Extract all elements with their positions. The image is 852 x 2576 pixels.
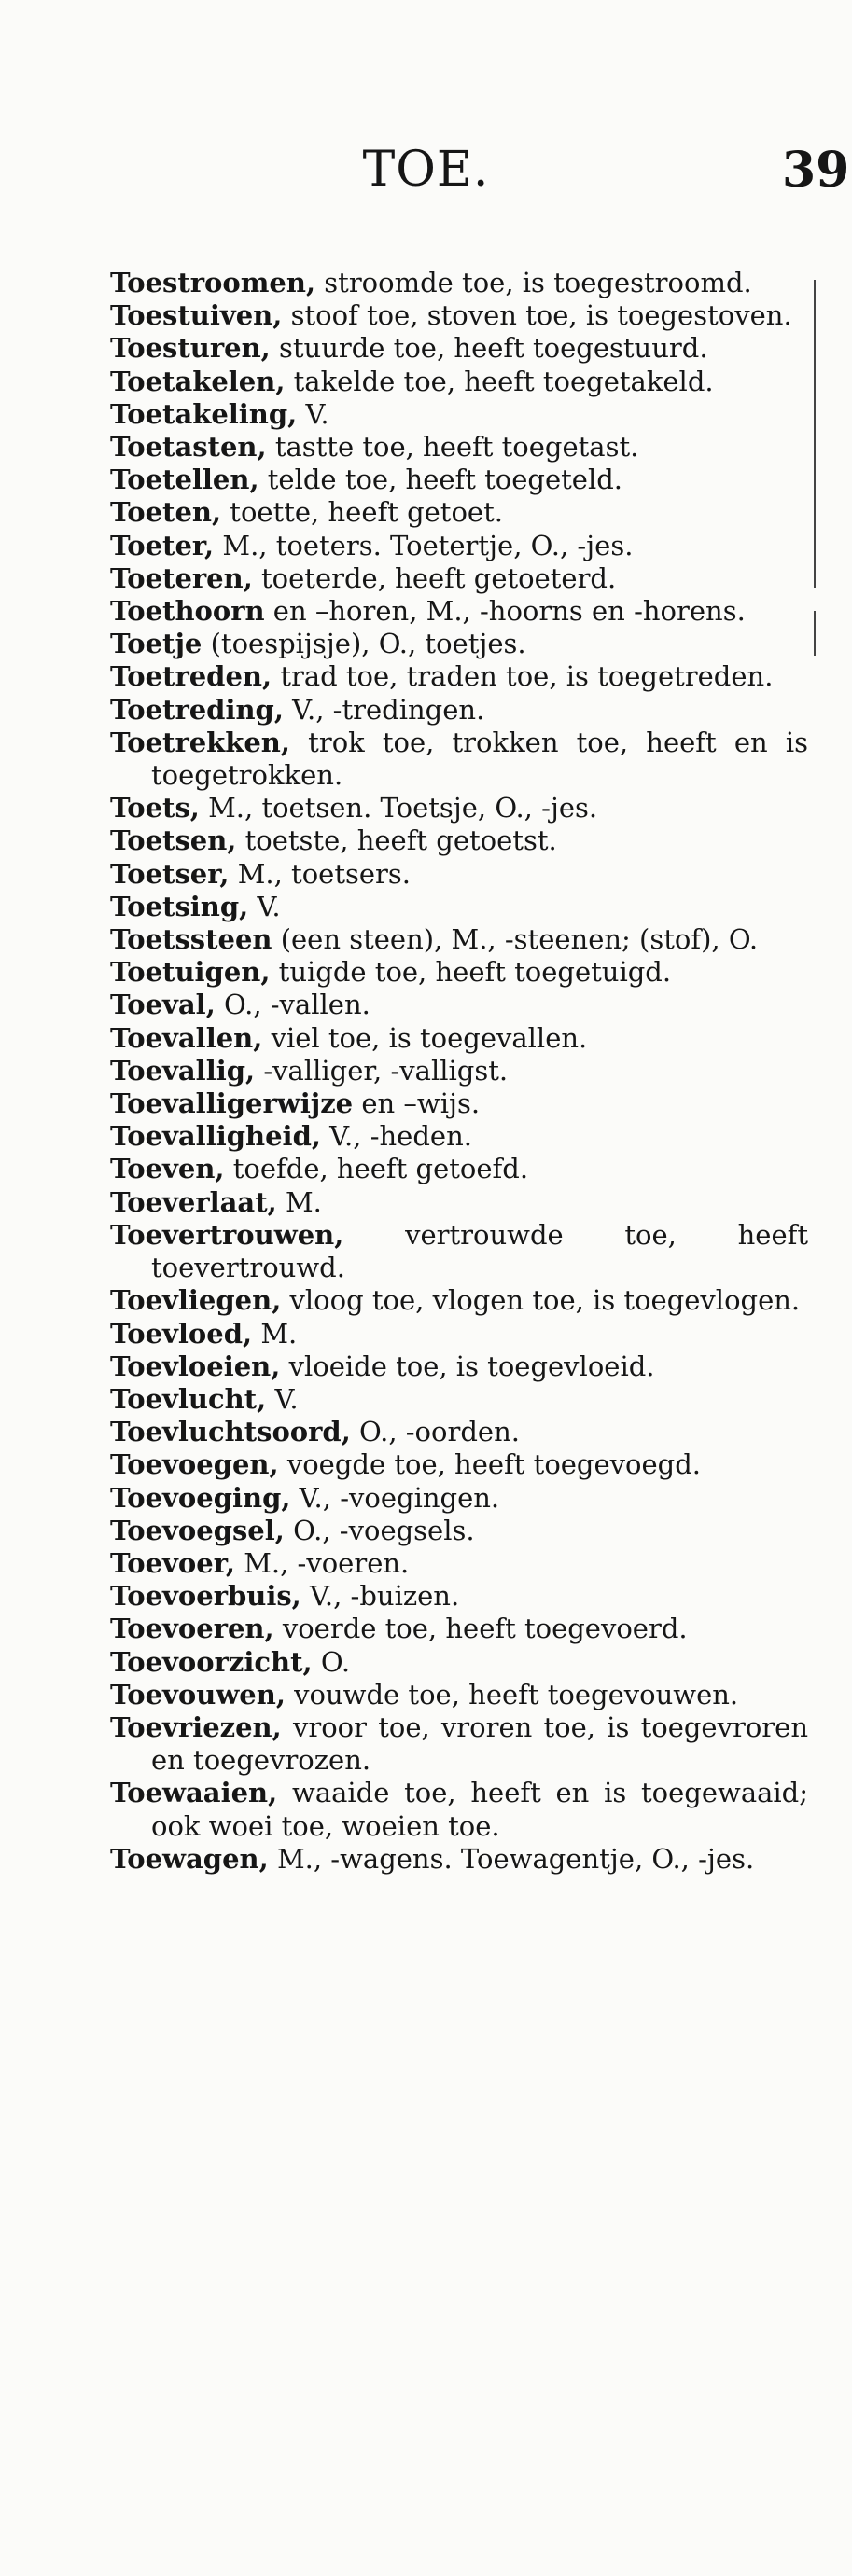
dictionary-entry [110, 891, 808, 923]
dictionary-entry [110, 1547, 808, 1580]
entry-headword: Toesturen, [110, 332, 271, 365]
entry-headword: Toetakelen, [110, 365, 286, 397]
entry-definition: M., toetsen. Toetsje, O., -jes. [208, 792, 598, 824]
entry-definition: M. [260, 1317, 298, 1350]
entry-definition: M., toetsers. [237, 857, 411, 890]
dictionary-entry [110, 1482, 808, 1515]
entry-headword: Toevalligheid, [110, 1120, 321, 1153]
entry-definition: V. [274, 1382, 299, 1415]
dictionary-entry [110, 1350, 808, 1383]
entry-headword: Toetje [110, 628, 203, 660]
entry-headword: Toetrekken, [110, 726, 290, 758]
entry-definition: V., -heden. [329, 1120, 472, 1153]
dictionary-entry [110, 1055, 808, 1087]
entry-headword: Toevoorzicht, [110, 1645, 313, 1678]
entry-definition: tuigde toe, heeft toegetuigd. [278, 956, 672, 989]
entry-headword: Toeval, [110, 989, 216, 1021]
entry-headword: Toevoegen, [110, 1448, 279, 1481]
entry-headword: Toevallig, [110, 1054, 256, 1087]
entry-headword: Toevoerbuis, [110, 1580, 301, 1613]
entry-definition: toefde, heeft getoefd. [232, 1153, 529, 1185]
entry-headword: Toevoer, [110, 1546, 235, 1579]
entry-definition: voerde toe, heeft toegevoerd. [282, 1613, 688, 1645]
dictionary-entry [110, 267, 808, 299]
entry-headword: Toetsen, [110, 824, 237, 857]
entry-definition: vloeide toe, is toegevloeid. [288, 1350, 655, 1382]
entry-headword: Toevertrouwen, [110, 1218, 344, 1251]
entry-headword: Toevlucht, [110, 1382, 267, 1415]
entry-definition: viel toe, is toegevallen. [271, 1021, 588, 1054]
dictionary-entry [110, 530, 808, 562]
dictionary-entry [110, 299, 808, 332]
entry-definition: (toespijsje), O., toetjes. [210, 628, 526, 660]
dictionary-entries [110, 267, 808, 1876]
entry-definition: telde toe, heeft toegeteld. [267, 464, 623, 496]
entry-headword: Toevliegen, [110, 1284, 282, 1317]
entry-definition: takelde toe, heeft toegetakeld. [293, 365, 714, 397]
entry-definition: vloog toe, vlogen toe, is toegevlogen. [289, 1284, 801, 1317]
entry-definition: trad toe, traden toe, is toegetreden. [280, 660, 774, 693]
entry-definition: stoof toe, stoven toe, is toegestoven. [290, 299, 792, 332]
entry-definition: toette, heeft getoet. [230, 496, 503, 529]
entry-definition: -valliger, -valligst. [263, 1054, 509, 1087]
entry-headword: Toethoorn [110, 595, 265, 628]
entry-definition: en –wijs. [361, 1087, 481, 1120]
entry-definition: V., -buizen. [310, 1580, 460, 1613]
dictionary-entry [110, 431, 808, 464]
entry-definition: trok toe, trokken toe, heeft en is toegetrokken. [151, 726, 809, 792]
dictionary-entry [110, 1613, 808, 1645]
entry-definition: vertrouwde toe, heeft toevertrouwd. [151, 1218, 809, 1284]
entry-headword: Toestroomen, [110, 267, 316, 298]
entry-definition: stroomde toe, is toegestroomd. [324, 267, 752, 298]
entry-definition: vouwde toe, heeft toegevouwen. [294, 1678, 739, 1710]
entry-headword: Toevloed, [110, 1317, 253, 1350]
entry-headword: Toevriezen, [110, 1710, 282, 1743]
dictionary-entry [110, 1711, 808, 1777]
entry-headword: Toetser, [110, 857, 230, 890]
entry-definition: toetste, heeft getoetst. [244, 824, 557, 857]
dictionary-entry [110, 1416, 808, 1448]
entry-headword: Toevloeien, [110, 1350, 281, 1382]
dictionary-entry [110, 727, 808, 792]
dictionary-entry [110, 792, 808, 824]
entry-headword: Toevallen, [110, 1021, 263, 1054]
entry-definition: O., -voegsels. [293, 1514, 475, 1546]
entry-definition: O. [320, 1645, 351, 1678]
dictionary-entry [110, 562, 808, 595]
entry-headword: Toevouwen, [110, 1678, 286, 1710]
entry-definition: toeterde, heeft getoeterd. [261, 561, 617, 594]
entry-definition: M., toeters. Toetertje, O., -jes. [222, 529, 634, 561]
entry-headword: Toetuigen, [110, 956, 271, 989]
dictionary-entry [110, 332, 808, 365]
entry-headword: Toevluchtsoord, [110, 1416, 351, 1448]
dictionary-entry [110, 464, 808, 496]
entry-definition: O., -oorden. [359, 1416, 520, 1448]
dictionary-entry [110, 1219, 808, 1284]
entry-definition: V. [257, 890, 281, 922]
entry-headword: Toetakeling, [110, 397, 298, 430]
entry-headword: Toeverlaat, [110, 1185, 277, 1218]
margin-rule [814, 280, 816, 588]
dictionary-entry [110, 1318, 808, 1350]
entry-definition: M., -voeren. [244, 1546, 410, 1579]
entry-headword: Toewaaien, [110, 1777, 278, 1809]
entry-headword: Toetellen, [110, 464, 259, 496]
entry-headword: Toeten, [110, 496, 222, 529]
entry-definition: V., -voegingen. [299, 1481, 500, 1514]
dictionary-entry [110, 1679, 808, 1711]
entry-headword: Toevoegsel, [110, 1514, 285, 1546]
dictionary-entry [110, 923, 808, 956]
entry-headword: Toeven, [110, 1153, 225, 1185]
dictionary-entry [110, 1515, 808, 1547]
entry-headword: Toets, [110, 792, 200, 824]
entry-definition: vroor toe, vroren toe, is toegevroren en toegevrozen. [151, 1710, 808, 1777]
entry-headword: Toeteren, [110, 561, 253, 594]
entry-headword: Toevoeging, [110, 1481, 291, 1514]
dictionary-entry [110, 1120, 808, 1153]
dictionary-entry [110, 989, 808, 1021]
entry-headword: Toetasten, [110, 431, 267, 464]
entry-headword: Toetsing, [110, 890, 249, 922]
dictionary-entry [110, 1087, 808, 1120]
entry-headword: Toevoeren, [110, 1613, 274, 1645]
entry-headword: Toetreden, [110, 660, 272, 693]
dictionary-entry [110, 1186, 808, 1219]
entry-definition: voegde toe, heeft toegevoegd. [286, 1448, 702, 1481]
dictionary-entry [110, 628, 808, 660]
dictionary-entry [110, 1843, 808, 1876]
entry-definition: V. [305, 397, 329, 430]
dictionary-entry [110, 1646, 808, 1679]
dictionary-entry [110, 956, 808, 989]
entry-headword: Toetssteen [110, 923, 272, 956]
dictionary-entry [110, 1448, 808, 1481]
entry-headword: Toetreding, [110, 693, 284, 726]
entry-headword: Toevalligerwijze [110, 1087, 354, 1120]
dictionary-entry [110, 595, 808, 628]
dictionary-entry [110, 1284, 808, 1317]
entry-headword: Toewagen, [110, 1842, 269, 1875]
dictionary-entry [110, 1383, 808, 1416]
dictionary-entry [110, 1777, 808, 1842]
entry-definition: stuurde toe, heeft toegestuurd. [278, 332, 708, 365]
entry-definition: O., -vallen. [224, 989, 370, 1021]
dictionary-entry [110, 694, 808, 727]
dictionary-entry [110, 1022, 808, 1055]
margin-rule-short [814, 611, 816, 656]
dictionary-entry [110, 660, 808, 693]
entry-headword: Toeter, [110, 529, 215, 561]
entry-definition: M., -wagens. Toewagentje, O., -jes. [276, 1842, 755, 1875]
entry-definition: tastte toe, heeft toegetast. [274, 431, 639, 464]
dictionary-entry [110, 1580, 808, 1613]
dictionary-entry [110, 1153, 808, 1185]
entry-headword: Toestuiven, [110, 299, 283, 332]
entry-definition: waaide toe, heeft en is toegewaaid; ook woei toe, woeien toe. [151, 1777, 809, 1842]
dictionary-entry [110, 858, 808, 891]
page-header-title: TOE. [362, 142, 490, 198]
dictionary-entry [110, 398, 808, 431]
entry-definition: M. [285, 1185, 322, 1218]
dictionary-entry [110, 366, 808, 398]
dictionary-entry [110, 824, 808, 857]
page-number: 39 [782, 142, 850, 199]
entry-definition: V., -tredingen. [292, 693, 485, 726]
entry-definition: (een steen), M., -steenen; (stof), O. [280, 923, 759, 956]
entry-definition: en –horen, M., -hoorns en -horens. [272, 595, 746, 628]
dictionary-entry [110, 496, 808, 529]
